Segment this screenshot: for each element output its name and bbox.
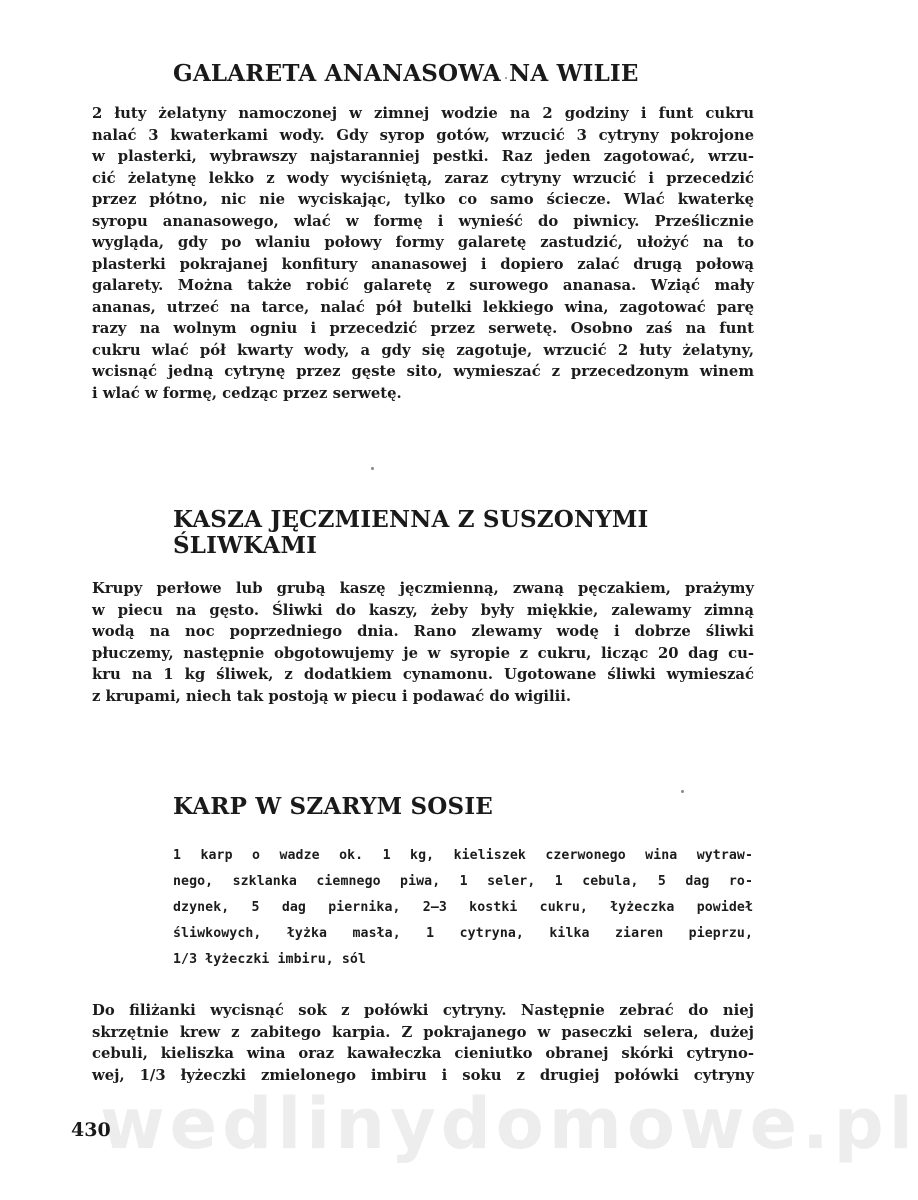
text-line: plasterki pokrajanej konfitury ananasowej i dopiero zalać drugą połową bbox=[92, 255, 754, 273]
text-line: wej, 1/3 łyżeczki zmielonego imbiru i soku z drugiej połówki cytryny bbox=[92, 1066, 754, 1084]
recipe-text-kasza bbox=[92, 578, 754, 707]
text-line: z krupami, niech tak postoją w piecu i podawać do wigilii. bbox=[92, 687, 572, 705]
text-line: 2 łuty żelatyny namoczonej w zimnej wodzie na 2 godziny i funt cukru bbox=[92, 105, 754, 122]
recipe-title-kasza-line-1: KASZA JĘCZMIENNA Z SUSZONYMI bbox=[173, 506, 649, 533]
ingredient-line: 1 karp o wadze ok. 1 kg, kieliszek czerwonego wina wytraw- bbox=[173, 848, 753, 863]
scan-speck bbox=[371, 467, 374, 470]
text-line: Krupy perłowe lub grubą kaszę jęczmienną, zwaną pęczakiem, prażymy bbox=[92, 580, 754, 597]
page-number: 430 bbox=[71, 1119, 111, 1141]
ingredient-line: śliwkowych, łyżka masła, 1 cytryna, kilka ziaren pieprzu, bbox=[173, 926, 753, 941]
text-line: wodą na noc poprzedniego dnia. Rano zlewamy wodę i dobrze śliwki bbox=[92, 623, 754, 640]
ingredient-line: 1/3 łyżeczki imbiru, sól bbox=[173, 952, 366, 967]
recipe-title-galareta: GALARETA ANANASOWA NA WILIE bbox=[173, 60, 639, 87]
recipe-text-galareta bbox=[92, 103, 754, 404]
text-line: syropu ananasowego, wlać w formę i wynieść do piwnicy. Prześlicznie bbox=[92, 212, 754, 230]
text-line: nalać 3 kwaterkami wody. Gdy syrop gotów, wrzucić 3 cytryny pokrojone bbox=[92, 126, 754, 144]
scan-speck bbox=[681, 790, 684, 793]
text-line: w plasterki, wybrawszy najstaranniej pestki. Raz jeden zagotować, wrzu- bbox=[92, 148, 754, 165]
text-line: kru na 1 kg śliwek, z dodatkiem cynamonu. Ugotowane śliwki wymieszać bbox=[92, 666, 754, 683]
ingredient-line: dzynek, 5 dag piernika, 2—3 kostki cukru, łyżeczka powideł bbox=[173, 900, 753, 915]
recipe-text-karp bbox=[92, 1000, 754, 1086]
text-line: cebuli, kieliszka wina oraz kawałeczka cieniutko obranej skórki cytryno- bbox=[92, 1045, 754, 1062]
recipe-title-karp: KARP W SZARYM SOSIE bbox=[173, 793, 494, 820]
text-line: razy na wolnym ogniu i przecedzić przez serwetę. Osobno zaś na funt bbox=[92, 320, 754, 337]
ingredients-list-karp bbox=[173, 843, 753, 973]
text-line: w piecu na gęsto. Śliwki do kaszy, żeby były miękkie, zalewamy zimną bbox=[92, 601, 754, 619]
text-line: przez płótno, nic nie wyciskając, tylko co samo ściecze. Wlać kwaterkę bbox=[92, 191, 754, 208]
text-line: skrzętnie krew z zabitego karpia. Z pokrajanego w paseczki selera, dużej bbox=[92, 1023, 754, 1041]
text-line: wcisnąć jedną cytrynę przez gęste sito, wymieszać z przecedzonym winem bbox=[92, 363, 754, 380]
text-line: wygląda, gdy po wlaniu połowy formy galaretę zastudzić, ułożyć na to bbox=[92, 234, 754, 251]
text-line: i wlać w formę, cedząc przez serwetę. bbox=[92, 384, 402, 402]
text-line: płuczemy, następnie obgotowujemy je w syropie z cukru, licząc 20 dag cu- bbox=[92, 644, 754, 662]
ingredient-line: nego, szklanka ciemnego piwa, 1 seler, 1 cebula, 5 dag ro- bbox=[173, 874, 753, 889]
text-line: Do filiżanki wycisnąć sok z połówki cytryny. Następnie zebrać do niej bbox=[92, 1002, 754, 1019]
text-line: cukru wlać pół kwarty wody, a gdy się zagotuje, wrzucić 2 łuty żelatyny, bbox=[92, 341, 754, 359]
watermark-text: wedlinydomowe.pl bbox=[100, 1083, 918, 1165]
recipe-title-kasza-line-2: ŚLIWKAMI bbox=[173, 532, 318, 559]
text-line: ananas, utrzeć na tarce, nalać pół butelki lekkiego wina, zagotować parę bbox=[92, 298, 754, 316]
text-line: cić żelatynę lekko z wody wyciśniętą, zaraz cytryny wrzucić i przecedzić bbox=[92, 169, 754, 187]
text-line: galarety. Można także robić galaretę z surowego ananasa. Wziąć mały bbox=[92, 277, 754, 294]
